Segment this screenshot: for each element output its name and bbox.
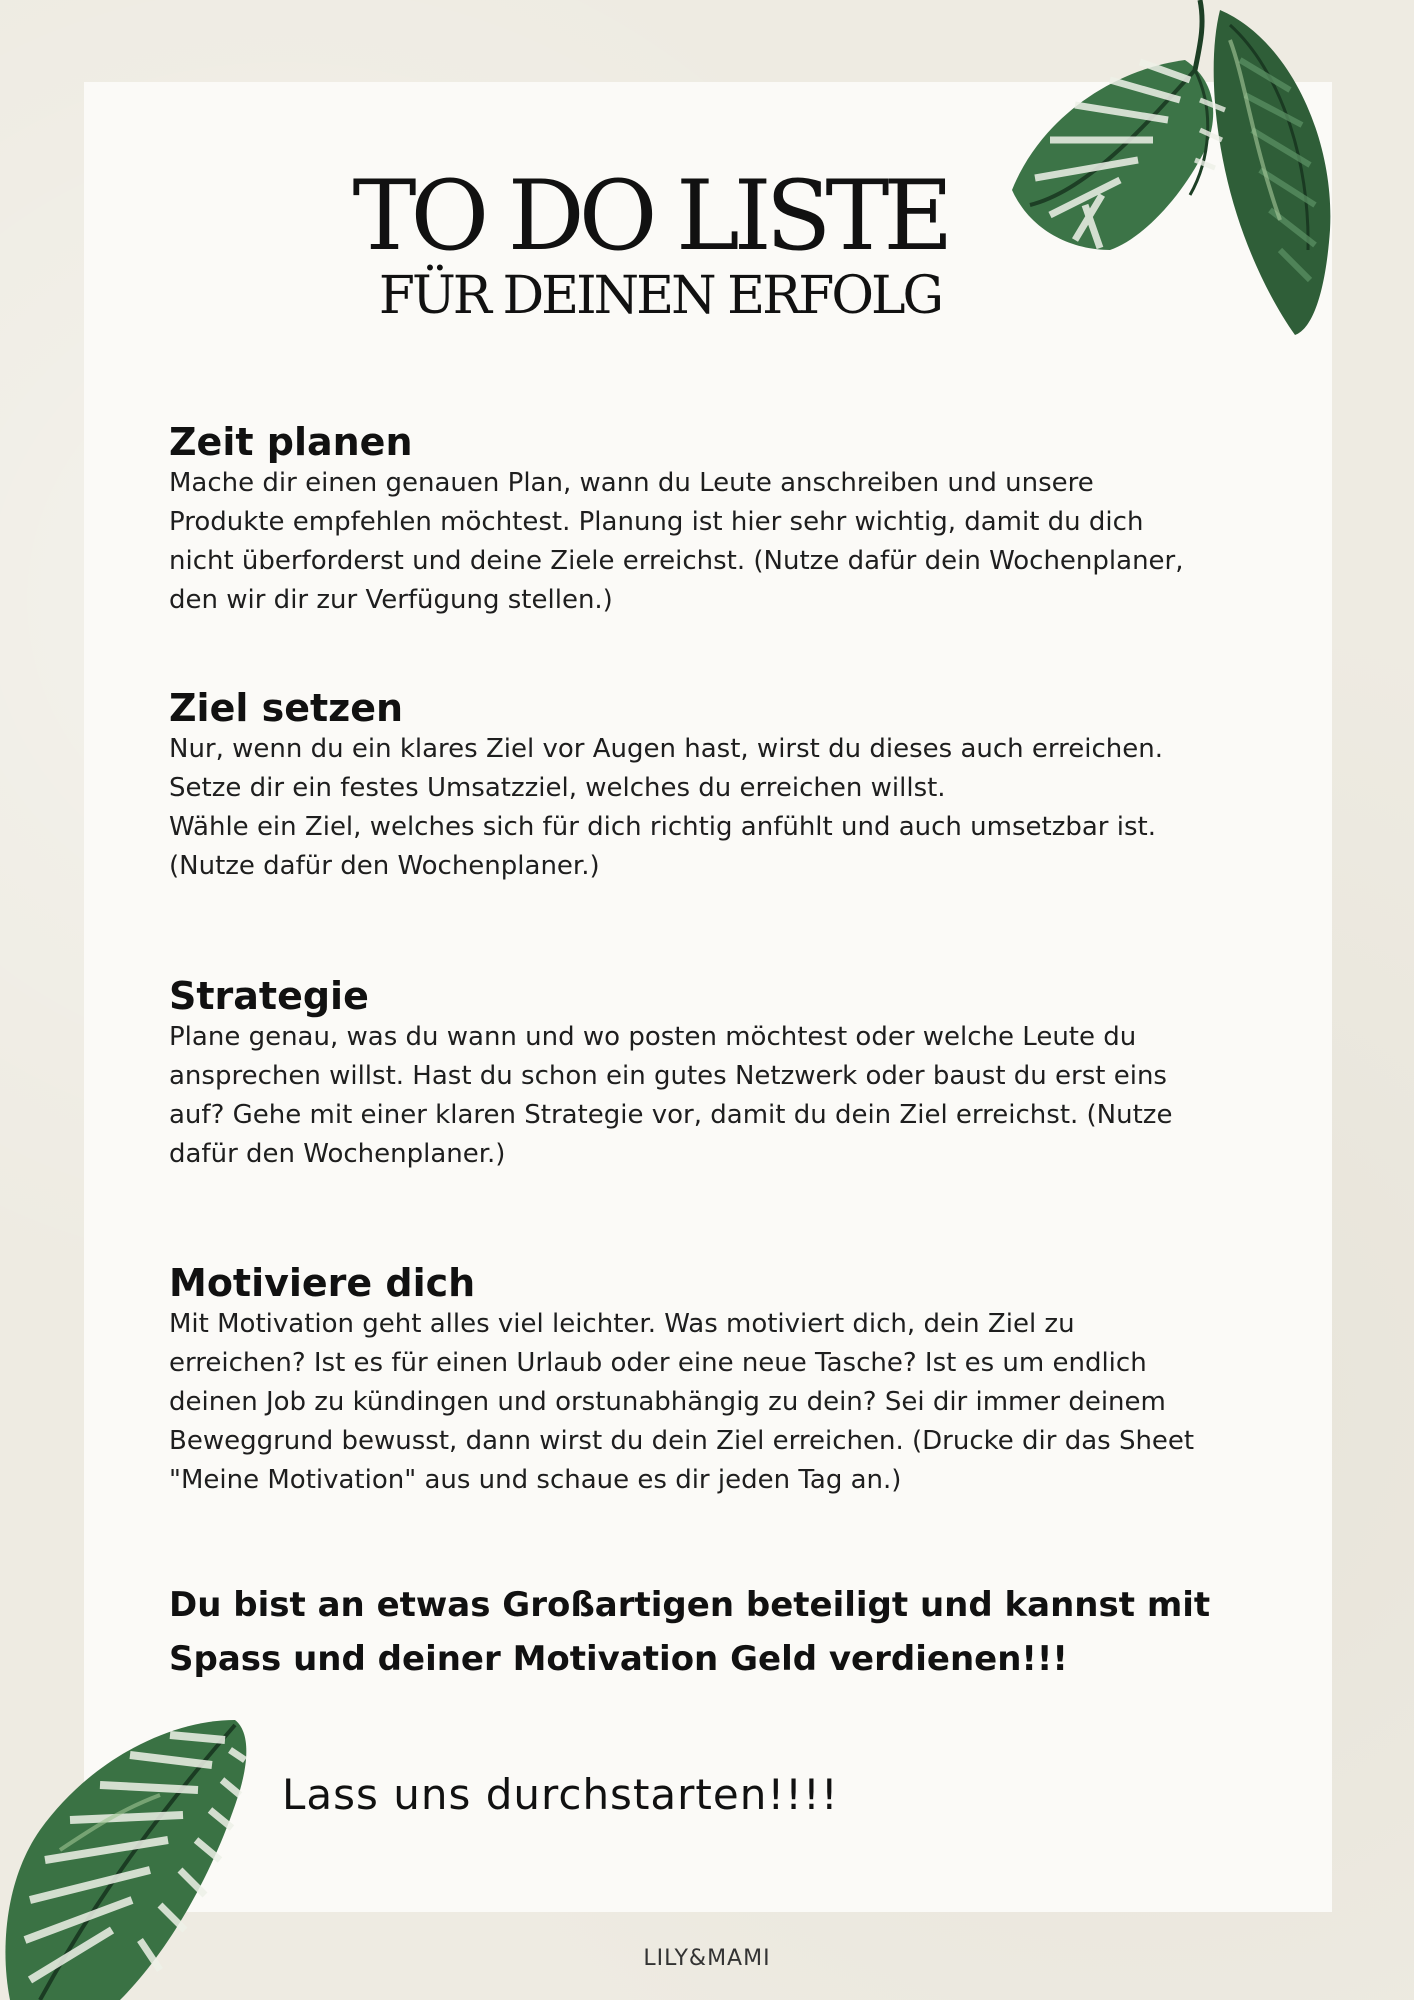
section-ziel-setzen — [169, 686, 1279, 886]
section-body: Mache dir einen genauen Plan, wann du Leute anschreiben und unsere Produkte empfehlen möchtest. Planung ist hier sehr wichtig, damit du dich nicht überforderst und deine Ziele erreichst. (Nutze dafür dein Wochenplaner, den wir dir zur Verfügung stellen.) — [169, 468, 1184, 615]
section-body: Mit Motivation geht alles viel leichter. Was motiviert dich, dein Ziel zu erreichen? Ist es für einen Urlaub oder eine neue Tasche? Ist es um endlich deinen Job zu kündingen und orstunabhängig zu dein? Sei dir immer deinem Beweggrund bewusst, dann wirst du dein Ziel erreichen. (Drucke dir das Sheet "Meine Motivation" aus und schaue es dir jeden Tag an.) — [169, 1309, 1195, 1495]
monstera-leaf-bottom — [5, 1720, 246, 2000]
section-heading: Strategie — [169, 974, 369, 1018]
page-subtitle: FÜR DEINEN ERFOLG — [378, 266, 942, 326]
closing-statement: Du bist an etwas Großartigen beteiligt und kannst mit Spass und deiner Motivation Geld verdienen!!! — [169, 1585, 1211, 1679]
monstera-leaf — [1012, 0, 1225, 250]
section-heading: Motiviere dich — [169, 1261, 476, 1305]
call-to-action: Lass uns durchstarten!!!! — [282, 1770, 839, 1819]
section-heading: Zeit planen — [169, 420, 413, 464]
leaf-illustration-bottom-left — [0, 1700, 250, 2000]
section-body: Plane genau, was du wann und wo posten möchtest oder welche Leute du ansprechen willst. Hast du schon ein gutes Netzwerk oder baust du erst eins auf? Gehe mit einer klaren Strategie vor, damit du dein Ziel erreichst. (Nutze dafür den Wochenplaner.) — [169, 1022, 1173, 1169]
section-heading: Ziel setzen — [169, 686, 404, 730]
banana-leaf — [1214, 10, 1331, 335]
leaf-illustration-top-right — [990, 0, 1350, 340]
section-strategie — [169, 974, 1279, 1174]
section-zeit-planen — [169, 420, 1279, 620]
section-motiviere-dich — [169, 1261, 1279, 1500]
brand-footer: LILY&MAMI — [643, 1946, 771, 1971]
page-title: TO DO LISTE — [352, 160, 948, 272]
section-body: Nur, wenn du ein klares Ziel vor Augen hast, wirst du dieses auch erreichen. Setze dir ein festes Umsatzziel, welches du erreichen willst. Wähle ein Ziel, welches sich für dich richtig anfühlt und auch umsetzbar ist. (Nutze dafür den Wochenplaner.) — [169, 734, 1163, 881]
